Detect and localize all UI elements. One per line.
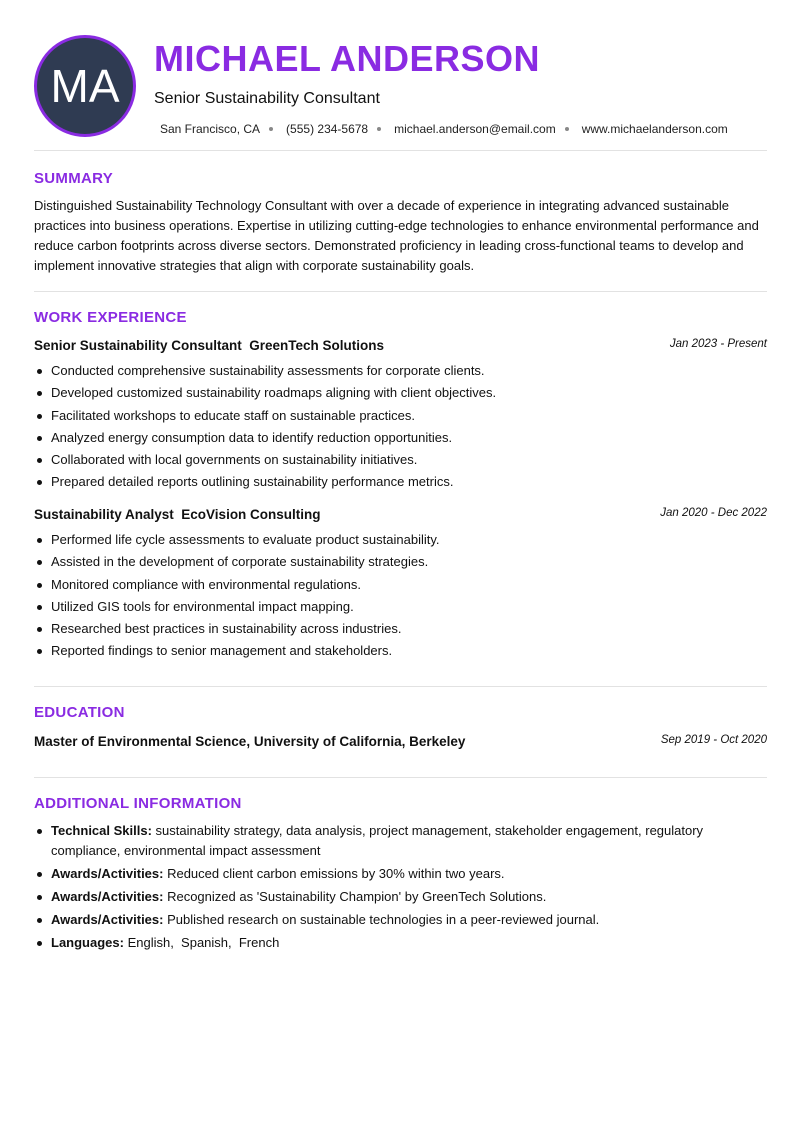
job-dates: Jan 2023 - Present [669,338,767,350]
job-heading: Senior Sustainability Consultant GreenTech Solutions [34,338,385,353]
contact-phone: (555) 234-5678 [286,122,369,136]
education-dates: Sep 2019 - Oct 2020 [660,734,767,746]
education-entry [34,732,767,752]
candidate-role: Senior Sustainability Consultant [154,90,380,107]
divider [34,291,767,292]
list-item: Prepared detailed reports outlining sustainability performance metrics. [34,471,767,493]
list-item: Conducted comprehensive sustainability assessments for corporate clients. [34,360,767,382]
job-heading: Sustainability Analyst EcoVision Consulting [34,507,321,522]
job-entry [34,505,767,663]
contact-line [160,121,728,137]
list-item: Developed customized sustainability roadmaps aligning with client objectives. [34,382,767,404]
job-bullet-list [34,529,767,663]
avatar: MA [34,35,136,137]
item-text: Recognized as 'Sustainability Champion' by GreenTech Solutions. [163,888,547,904]
job-dates: Jan 2020 - Dec 2022 [660,507,767,519]
list-item: Utilized GIS tools for environmental impact mapping. [34,596,767,618]
item-label: Technical Skills: [51,823,152,838]
divider [34,150,767,151]
item-text: Reduced client carbon emissions by 30% within two years. [163,865,505,881]
job-entry [34,336,767,494]
summary-heading: SUMMARY [34,170,114,187]
item-label: Awards/Activities: [51,888,164,904]
candidate-name: MICHAEL ANDERSON [154,38,541,79]
separator-dot-icon [565,127,569,131]
item-text: sustainability strategy, data analysis, project management, stakeholder engagement, regulatory compliance, environmental impact assessment [51,823,704,858]
work-experience-heading: WORK EXPERIENCE [34,309,187,326]
additional-information-heading: ADDITIONAL INFORMATION [34,795,242,812]
item-label: Languages: [51,934,124,950]
list-item: Monitored compliance with environmental regulations. [34,574,767,596]
list-item: Analyzed energy consumption data to identify reduction opportunities. [34,427,767,449]
resume-header [34,35,767,135]
divider [34,777,767,778]
item-label: Awards/Activities: [51,865,164,881]
list-item [34,910,767,930]
list-item [34,821,767,860]
contact-website[interactable]: www.michaelanderson.com [581,122,728,136]
list-item: Assisted in the development of corporate sustainability strategies. [34,551,767,573]
summary-text: Distinguished Sustainability Technology Consultant with over a decade of experience in integrating advanced sustainable practices into business operations. Expertise in utilizing cutting-edge technologies to enhance environmental performance and reduce carbon footprints across diverse sectors. Demonstrated proficiency in leading cross-functional teams to develop and implement innovative strategies that align with corporate sustainability goals. [34,198,759,273]
job-bullet-list [34,360,767,494]
contact-location: San Francisco, CA [160,122,261,136]
additional-information-list [34,821,767,956]
education-degree: Master of Environmental Science, University of California, Berkeley [34,734,466,749]
item-text: English, Spanish, French [123,934,280,950]
education-heading: EDUCATION [34,704,125,721]
separator-dot-icon [269,127,273,131]
list-item: Researched best practices in sustainability across industries. [34,618,767,640]
list-item: Facilitated workshops to educate staff on sustainable practices. [34,405,767,427]
contact-email[interactable]: michael.anderson@email.com [394,122,556,136]
divider [34,686,767,687]
list-item [34,864,767,884]
list-item: Collaborated with local governments on sustainability initiatives. [34,449,767,471]
list-item [34,887,767,907]
item-label: Awards/Activities: [51,911,164,927]
list-item [34,933,767,953]
separator-dot-icon [377,127,381,131]
list-item: Reported findings to senior management and stakeholders. [34,640,767,662]
item-text: Published research on sustainable technologies in a peer-reviewed journal. [163,911,600,927]
list-item: Performed life cycle assessments to evaluate product sustainability. [34,529,767,551]
